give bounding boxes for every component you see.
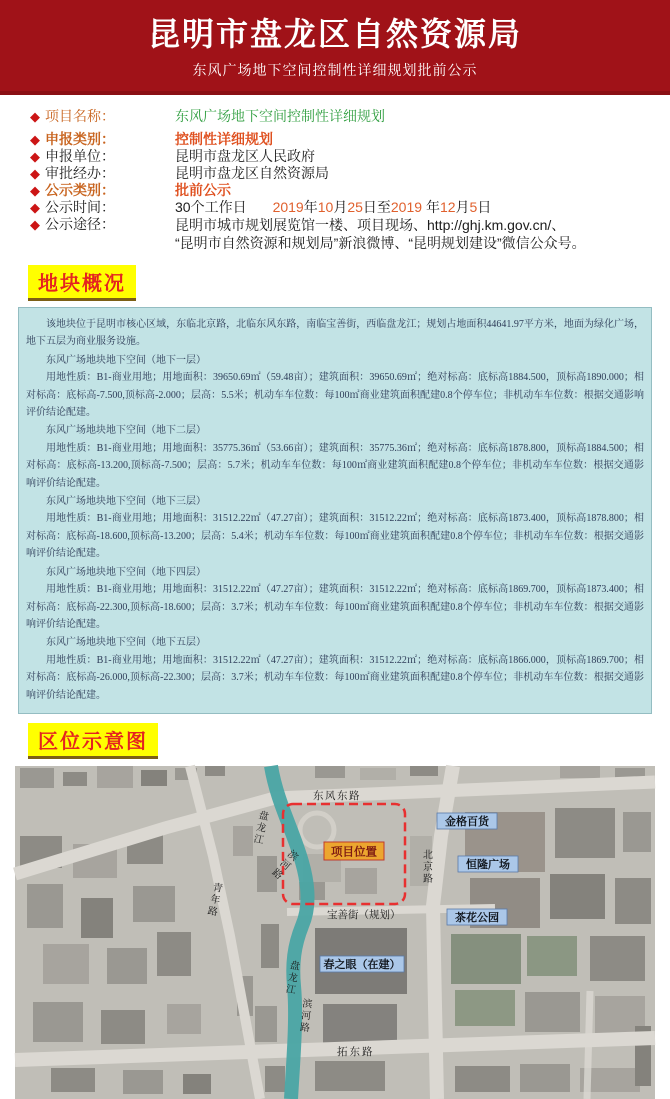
river-label-panlong-bottom: 盘龙江 [282,958,300,997]
henglong-plaza-label: 恒隆广场 [466,858,510,871]
project-info-list [0,95,670,252]
page-title: 昆明市盘龙区自然资源局 [147,16,522,52]
plot-level3-title: 东风广场地块地下空间（地下三层） [46,496,206,508]
plot-level4-title: 东风广场地块地下空间（地下四层） [46,566,206,578]
diamond-icon: ◆ [30,109,40,124]
satellite-map [15,766,655,1099]
info-value-apply-type: 控制性详细规划 [175,131,273,147]
info-value-approver: 昆明市盘龙区自然资源局 [175,165,329,181]
info-label-applicant: 申报单位： [45,148,115,164]
road-minor [587,991,590,1099]
road-label-binhe-bottom: 滨河路 [296,997,312,1035]
project-location-label: 项目位置 [331,846,377,859]
info-row-notice-channel [30,216,660,252]
info-label-notice-channel: 公示途径： [45,216,115,232]
info-label-notice-time: 公示时间： [45,199,115,215]
info-label-approver: 审批经办： [45,165,115,181]
info-row-approver [30,165,660,182]
info-value-notice-channel [175,216,586,252]
diamond-icon: ◆ [30,200,40,215]
diamond-icon: ◆ [30,166,40,181]
section-heading-plot-overview: 地块概况 [28,265,136,301]
plot-level2-title: 东风广场地块地下空间（地下二层） [46,425,206,437]
plot-level4-body: 用地性质：B1-商业用地；用地面积：31512.22㎡（47.27亩）；建筑面积：31512.22㎡；绝对标高：底标高1869.700，顶标高1873.400；相对标高：底标高-22.300,顶标高-18.600；层高：3.7米；机动车车位数：每100㎡商业建筑面积配建0.8个停车位；非机动车车位数：根据交通影响评价结论配建。 [26,584,644,630]
road-label-qingnian: 青年路 [204,880,223,919]
road-label-dongfengdong: 东风东路 [313,789,361,802]
notice-channel-line1: 昆明市城市规划展览馆一楼、项目现场、http://ghj.km.gov.cn/、 [175,217,566,233]
road-label-binhe-top: 滨河路 [267,846,300,882]
info-row-applicant [30,148,660,165]
info-value-notice-time: 30个工作日 2019年10月25日至2019 年12月5日 [175,199,492,215]
plot-intro: 该地块位于昆明市核心区域，东临北京路，北临东风东路，南临宝善街，西临盘龙江；规划占地面积44641.97平方米，地面为绿化广场，地下五层为商业服务设施。 [26,319,644,348]
plot-overview-box [18,307,652,714]
info-label-apply-type: 申报类别： [45,131,115,147]
page-subtitle: 东风广场地下空间控制性详细规划批前公示 [192,62,478,78]
info-label-notice-type: 公示类别： [45,182,115,198]
info-row-notice-time [30,199,660,216]
info-value-applicant: 昆明市盘龙区人民政府 [175,148,315,164]
plot-level3-body: 用地性质：B1-商业用地；用地面积：31512.22㎡（47.27亩）；建筑面积：31512.22㎡；绝对标高：底标高1873.400，顶标高1878.800；相对标高：底标高-18.600,顶标高-13.200；层高：5.4米；机动车车位数：每100㎡商业建筑面积配建0.8个停车位；非机动车车位数：根据交通影响评价结论配建。 [26,513,644,560]
jinge-department-store-label: 金格百货 [445,815,489,828]
road-label-baoshan: 宝善街（规划） [327,908,401,921]
river-label-panlong-top: 盘龙江 [250,808,269,847]
chunzhiyan-label: 春之眼（在建） [323,958,401,971]
diamond-icon: ◆ [30,132,40,147]
location-map [15,766,655,1099]
info-label-project-name: 项目名称： [45,108,115,124]
section-heading-location-map: 区位示意图 [28,723,158,759]
diamond-icon: ◆ [30,183,40,198]
info-row-notice-type [30,182,660,199]
road-label-tuodong: 拓东路 [337,1045,375,1058]
info-row-apply-type [30,131,660,148]
diamond-icon: ◆ [30,149,40,164]
info-value-project-name: 东风广场地下空间控制性详细规划 [175,108,385,124]
info-row-project-name [30,108,660,125]
plot-level1-body: 用地性质：B1-商业用地；用地面积：39650.69㎡（59.48亩）；建筑面积：39650.69㎡；绝对标高：底标高1884.500，顶标高1890.000；相对标高：底标高-7.500,顶标高-2.000；层高：5.5米；机动车车位数：每100㎡商业建筑面积配建0.8个停车位；非机动车车位数：根据交通影响评价结论配建。 [26,372,644,419]
info-value-notice-type: 批前公示 [175,182,231,198]
notice-channel-line2: “昆明市自然资源和规划局”新浪微博、“昆明规划建设”微信公众号。 [175,235,586,251]
plot-level5-title: 东风广场地块地下空间（地下五层） [46,637,206,649]
road-label-beijing: 北京路 [420,848,432,885]
chahua-park-label: 茶花公园 [455,911,499,924]
plot-level1-title: 东风广场地块地下空间（地下一层） [46,354,206,366]
header-banner [0,0,670,95]
diamond-icon: ◆ [30,217,40,232]
plot-level2-body: 用地性质：B1-商业用地；用地面积：35775.36㎡（53.66亩）；建筑面积：35775.36㎡；绝对标高：底标高1878.800，顶标高1884.500；相对标高：底标高-13.200,顶标高-7.500；层高：5.7米；机动车车位数：每100㎡商业建筑面积配建0.8个停车位；非机动车车位数：根据交通影响评价结论配建。 [26,442,644,489]
plot-level5-body: 用地性质：B1-商业用地；用地面积：31512.22㎡（47.27亩）；建筑面积：31512.22㎡；绝对标高：底标高1866.000，顶标高1869.700；相对标高：底标高-26.000,顶标高-22.300；层高：3.7米；机动车车位数：每100㎡商业建筑面积配建0.8个停车位；非机动车车位数：根据交通影响评价结论配建。 [26,654,644,701]
